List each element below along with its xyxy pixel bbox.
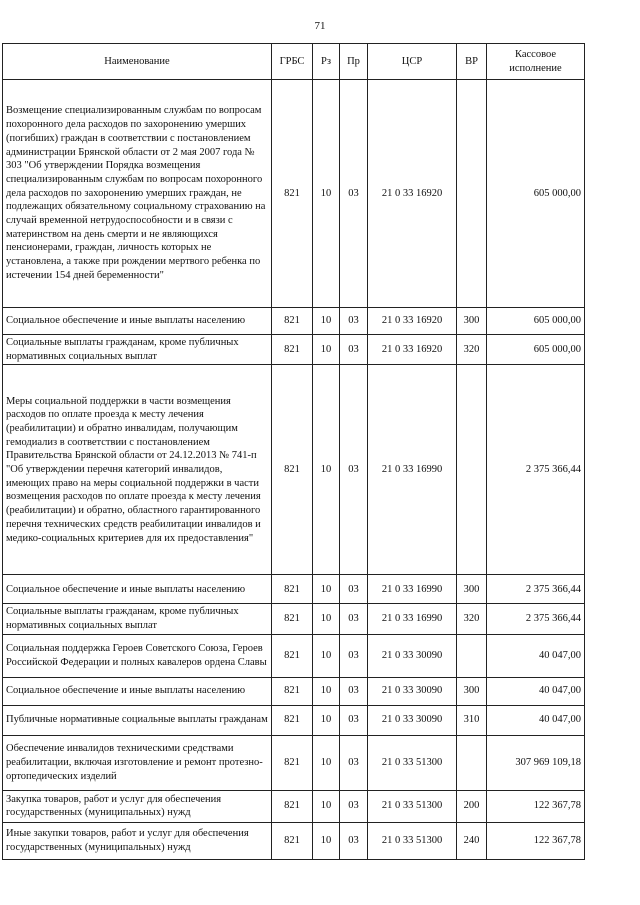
row-amount: 2 375 366,44 [487,575,585,604]
row-name: Социальные выплаты гражданам, кроме публичных нормативных социальных выплат [3,604,272,634]
table-row [3,822,585,859]
row-csr: 21 0 33 16990 [368,365,457,575]
row-csr: 21 0 33 30090 [368,634,457,677]
table-row [3,335,585,365]
row-vr [457,634,487,677]
row-vr: 240 [457,822,487,859]
row-vr [457,735,487,790]
row-amount: 2 375 366,44 [487,365,585,575]
row-vr: 320 [457,335,487,365]
row-rz: 10 [313,335,340,365]
table-row [3,735,585,790]
row-amount: 40 047,00 [487,705,585,735]
row-amount: 605 000,00 [487,335,585,365]
row-vr: 320 [457,604,487,634]
header-pr: Пр [340,44,368,80]
row-rz: 10 [313,705,340,735]
row-rz: 10 [313,822,340,859]
row-grbs: 821 [272,80,313,308]
row-pr: 03 [340,365,368,575]
row-grbs: 821 [272,335,313,365]
row-pr: 03 [340,822,368,859]
row-grbs: 821 [272,634,313,677]
row-vr: 300 [457,308,487,335]
row-name: Социальная поддержка Героев Советского Союза, Героев Российской Федерации и полных кавалеров ордена Славы [3,634,272,677]
table-row [3,365,585,575]
table-row [3,790,585,822]
table-row [3,705,585,735]
row-rz: 10 [313,634,340,677]
row-csr: 21 0 33 51300 [368,735,457,790]
row-grbs: 821 [272,308,313,335]
row-pr: 03 [340,575,368,604]
row-name: Социальное обеспечение и иные выплаты населению [3,677,272,705]
row-rz: 10 [313,575,340,604]
row-csr: 21 0 33 16990 [368,604,457,634]
table-row [3,677,585,705]
row-pr: 03 [340,705,368,735]
row-name: Публичные нормативные социальные выплаты гражданам [3,705,272,735]
row-rz: 10 [313,604,340,634]
table-row [3,634,585,677]
row-grbs: 821 [272,735,313,790]
row-amount: 2 375 366,44 [487,604,585,634]
row-csr: 21 0 33 30090 [368,705,457,735]
row-name: Закупка товаров, работ и услуг для обеспечения государственных (муниципальных) нужд [3,790,272,822]
header-vr: ВР [457,44,487,80]
header-name: Наименование [3,44,272,80]
row-rz: 10 [313,308,340,335]
row-rz: 10 [313,735,340,790]
row-name: Обеспечение инвалидов техническими средствами реабилитации, включая изготовление и ремонт протезно-ортопедических изделий [3,735,272,790]
row-grbs: 821 [272,365,313,575]
table-header-row [3,44,585,80]
row-rz: 10 [313,80,340,308]
row-amount: 122 367,78 [487,822,585,859]
row-pr: 03 [340,677,368,705]
row-csr: 21 0 33 16920 [368,308,457,335]
row-vr [457,365,487,575]
row-vr: 310 [457,705,487,735]
row-pr: 03 [340,80,368,308]
page-number: 71 [314,20,326,32]
row-amount: 40 047,00 [487,677,585,705]
row-vr [457,80,487,308]
row-pr: 03 [340,735,368,790]
row-pr: 03 [340,308,368,335]
row-name: Меры социальной поддержки в части возмещения расходов по оплате проезда к месту лечения (реабилитации) и обратно инвалидам, получающим гемодиализ в соответствии с постановлением Правительства Брянской области от 24.12.2013 № 741-п "Об утверждении перечня категорий инвалидов, имеющих право на меры социальной поддержки в части возмещения расходов по оплате проезда к месту лечения (реабилитации) и обратно, областного гарантированного перечня технических средств реабилитации инвалидов и медико-социальных критериев для их предоставления" [3,365,272,575]
row-grbs: 821 [272,677,313,705]
row-csr: 21 0 33 16920 [368,335,457,365]
row-amount: 122 367,78 [487,790,585,822]
row-name: Социальное обеспечение и иные выплаты населению [3,575,272,604]
row-csr: 21 0 33 16990 [368,575,457,604]
row-grbs: 821 [272,705,313,735]
row-vr: 300 [457,677,487,705]
row-pr: 03 [340,335,368,365]
row-grbs: 821 [272,604,313,634]
row-name: Социальные выплаты гражданам, кроме публичных нормативных социальных выплат [3,335,272,365]
table-row [3,604,585,634]
header-csr: ЦСР [368,44,457,80]
row-name: Иные закупки товаров, работ и услуг для обеспечения государственных (муниципальных) нужд [3,822,272,859]
row-grbs: 821 [272,790,313,822]
header-rz: Рз [313,44,340,80]
row-amount: 605 000,00 [487,308,585,335]
row-rz: 10 [313,365,340,575]
row-csr: 21 0 33 51300 [368,790,457,822]
row-grbs: 821 [272,575,313,604]
row-rz: 10 [313,790,340,822]
row-vr: 300 [457,575,487,604]
budget-table [2,43,585,860]
row-grbs: 821 [272,822,313,859]
row-csr: 21 0 33 30090 [368,677,457,705]
row-pr: 03 [340,790,368,822]
row-vr: 200 [457,790,487,822]
row-csr: 21 0 33 16920 [368,80,457,308]
table-row [3,575,585,604]
row-pr: 03 [340,604,368,634]
row-amount: 40 047,00 [487,634,585,677]
header-amount: Кассовое исполнение [487,44,585,80]
table-row [3,308,585,335]
row-pr: 03 [340,634,368,677]
row-name: Возмещение специализированным службам по вопросам похоронного дела расходов по захоронению умерших (погибших) граждан в соответствии с постановлением администрации Брянской области от 2 мая 2007 года № 303 "Об утверждении Порядка возмещения специализированным службам по вопросам похоронного дела расходов по захоронению умерших граждан, не подлежащих обязательному социальному страхованию на случай временной нетрудоспособности и в связи с материнством на день смерти и не являющихся пенсионерами, граждан, личность которых не установлена, а также при рождении мертвого ребенка по истечении 154 дней беременности" [3,80,272,308]
table-row [3,80,585,308]
header-grbs: ГРБС [272,44,313,80]
row-name: Социальное обеспечение и иные выплаты населению [3,308,272,335]
row-amount: 307 969 109,18 [487,735,585,790]
row-rz: 10 [313,677,340,705]
row-amount: 605 000,00 [487,80,585,308]
row-csr: 21 0 33 51300 [368,822,457,859]
